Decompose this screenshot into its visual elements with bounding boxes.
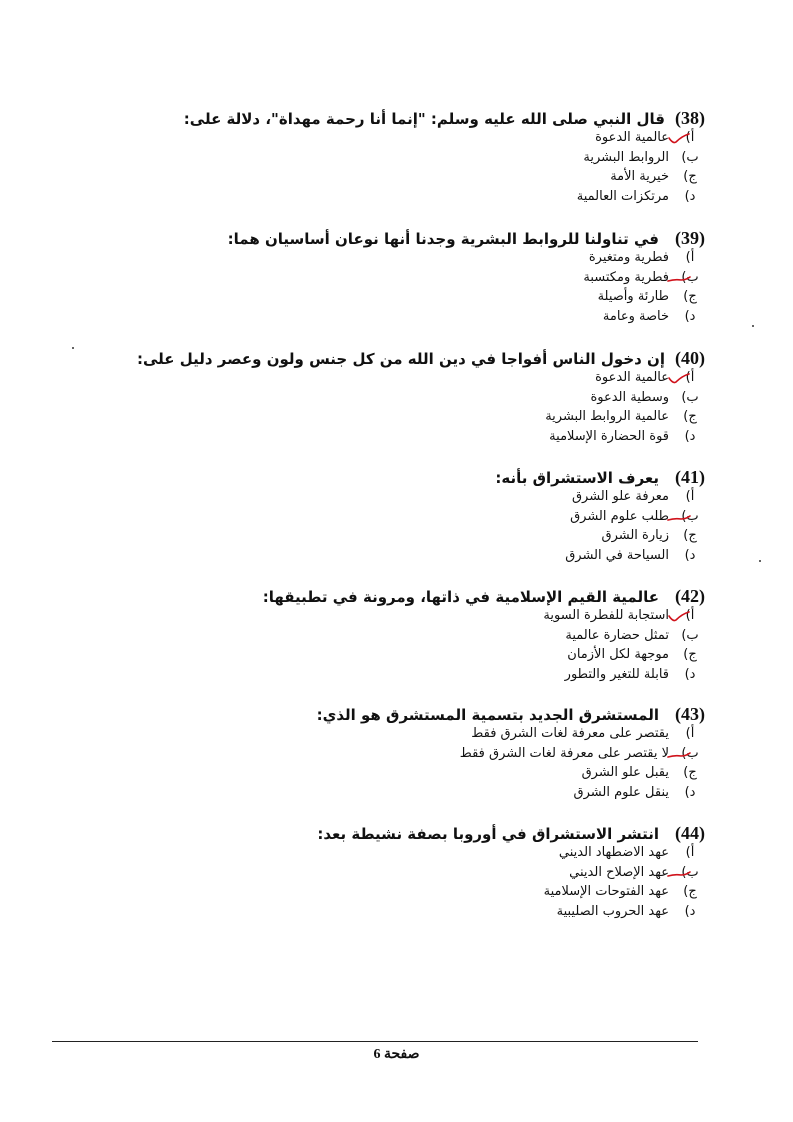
option-letter: د) xyxy=(684,188,696,204)
option-text: لا يقتصر على معرفة لغات الشرق فقط xyxy=(459,745,669,761)
answer-option[interactable] xyxy=(185,150,705,170)
option-text: معرفة علو الشرق xyxy=(571,489,669,504)
question-stem xyxy=(136,348,705,370)
option-text: خاصة وعامة xyxy=(602,308,669,324)
question-block xyxy=(136,348,705,448)
answer-option[interactable] xyxy=(185,390,705,410)
answer-option[interactable] xyxy=(185,647,705,667)
answer-option[interactable] xyxy=(185,884,705,904)
question-stem xyxy=(185,586,705,608)
answer-option[interactable] xyxy=(185,169,705,189)
answer-options xyxy=(185,130,705,208)
option-letter: ب) xyxy=(681,745,699,761)
answer-option[interactable] xyxy=(185,189,705,209)
option-letter: أ) xyxy=(685,130,695,145)
option-text: خيرية الأمة xyxy=(610,169,669,184)
question-stem xyxy=(185,467,705,489)
option-text: موجهة لكل الأزمان xyxy=(567,647,669,662)
option-letter: أ) xyxy=(685,726,695,741)
question-block xyxy=(185,108,705,208)
option-text: عهد الفتوحات الإسلامية xyxy=(543,884,669,899)
option-letter: ج) xyxy=(683,289,697,304)
answer-option[interactable] xyxy=(185,746,705,766)
option-text: زيارة الشرق xyxy=(601,528,669,543)
option-text: استجابة للفطرة السوية xyxy=(543,608,669,623)
answer-option[interactable] xyxy=(185,309,705,329)
option-letter: د) xyxy=(684,428,696,444)
option-text: ينقل علوم الشرق xyxy=(573,784,669,800)
option-text: عهد الاضطهاد الديني xyxy=(558,845,669,860)
answer-option[interactable] xyxy=(185,865,705,885)
question-text: المستشرق الجديد بتسمية المستشرق هو الذي: xyxy=(316,706,659,724)
question-number: (44) xyxy=(675,823,705,843)
option-letter: أ) xyxy=(685,250,695,265)
answer-option[interactable] xyxy=(185,548,705,568)
option-text: تمثل حضارة عالمية xyxy=(565,627,669,643)
question-text: قال النبي صلى الله عليه وسلم: "إنما أنا رحمة مهداة"، دلالة على: xyxy=(183,110,665,128)
option-text: وسطية الدعوة xyxy=(590,389,669,405)
question-number: (41) xyxy=(675,467,705,487)
answer-option[interactable] xyxy=(185,528,705,548)
option-letter: ب) xyxy=(681,269,699,285)
answer-option[interactable] xyxy=(185,509,705,529)
question-number: (42) xyxy=(675,586,705,606)
question-number: (39) xyxy=(675,228,705,248)
question-text: إن دخول الناس أفواجا في دين الله من كل جنس ولون وعصر دليل على: xyxy=(136,350,665,368)
question-number: (38) xyxy=(675,108,705,128)
question-text: انتشر الاستشراق في أوروبا بصفة نشيطة بعد: xyxy=(317,825,659,843)
question-text: في تناولنا للروابط البشرية وجدنا أنها نوعان أساسيان هما: xyxy=(227,230,659,248)
option-letter: ب) xyxy=(681,508,699,524)
option-letter: د) xyxy=(684,547,696,563)
option-letter: ج) xyxy=(683,765,697,780)
answer-option[interactable] xyxy=(185,429,705,449)
answer-option[interactable] xyxy=(185,489,705,509)
answer-options xyxy=(185,370,705,448)
option-text: فطرية ومكتسبة xyxy=(583,269,669,285)
answer-option[interactable] xyxy=(185,726,705,746)
option-letter: د) xyxy=(684,903,696,919)
question-stem xyxy=(185,823,705,845)
scan-speck xyxy=(759,560,761,562)
option-letter: أ) xyxy=(685,370,695,385)
scan-speck xyxy=(72,347,74,349)
question-block xyxy=(185,586,705,686)
answer-option[interactable] xyxy=(185,130,705,150)
answer-option[interactable] xyxy=(185,250,705,270)
option-text: يقبل علو الشرق xyxy=(581,765,669,780)
question-block xyxy=(185,467,705,567)
answer-options xyxy=(185,489,705,567)
option-letter: د) xyxy=(684,308,696,324)
option-text: السياحة في الشرق xyxy=(565,547,669,563)
option-letter: ج) xyxy=(683,409,697,424)
option-text: قوة الحضارة الإسلامية xyxy=(549,428,669,444)
question-block xyxy=(185,228,705,328)
option-text: عالمية الدعوة xyxy=(595,130,669,145)
option-text: قابلة للتغير والتطور xyxy=(564,666,669,682)
option-letter: ج) xyxy=(683,647,697,662)
question-block xyxy=(185,823,705,923)
question-number: (43) xyxy=(675,704,705,724)
answer-option[interactable] xyxy=(185,785,705,805)
question-stem xyxy=(185,704,705,726)
question-text: يعرف الاستشراق بأنه: xyxy=(495,469,659,487)
answer-option[interactable] xyxy=(185,289,705,309)
option-letter: أ) xyxy=(685,489,695,504)
option-letter: ب) xyxy=(681,149,699,165)
answer-option[interactable] xyxy=(185,765,705,785)
footer-divider xyxy=(52,1041,698,1042)
option-letter: د) xyxy=(684,666,696,682)
answer-option[interactable] xyxy=(185,845,705,865)
answer-option[interactable] xyxy=(185,628,705,648)
answer-option[interactable] xyxy=(185,608,705,628)
option-letter: د) xyxy=(684,784,696,800)
answer-options xyxy=(185,250,705,328)
answer-option[interactable] xyxy=(185,270,705,290)
option-text: عالمية الروابط البشرية xyxy=(545,409,669,424)
answer-option[interactable] xyxy=(185,904,705,924)
question-stem xyxy=(185,108,705,130)
option-letter: أ) xyxy=(685,845,695,860)
option-letter: أ) xyxy=(685,608,695,623)
question-block xyxy=(185,704,705,804)
option-text: عهد الإصلاح الديني xyxy=(569,864,669,880)
question-stem xyxy=(185,228,705,250)
option-text: الروابط البشرية xyxy=(583,149,669,165)
answer-option[interactable] xyxy=(185,370,705,390)
option-text: طارئة وأصيلة xyxy=(597,289,669,304)
answer-options xyxy=(185,726,705,804)
option-text: عالمية الدعوة xyxy=(595,370,669,385)
scan-speck xyxy=(752,325,754,327)
option-text: مرتكزات العالمية xyxy=(576,188,669,204)
option-letter: ب) xyxy=(681,389,699,405)
answer-options xyxy=(185,845,705,923)
option-letter: ج) xyxy=(683,884,697,899)
option-text: طلب علوم الشرق xyxy=(570,508,669,524)
option-text: فطرية ومتغيرة xyxy=(588,250,669,265)
answer-option[interactable] xyxy=(185,409,705,429)
option-text: عهد الحروب الصليبية xyxy=(556,903,669,919)
question-number: (40) xyxy=(675,348,705,368)
option-letter: ج) xyxy=(683,528,697,543)
answer-options xyxy=(185,608,705,686)
option-text: يقتصر على معرفة لغات الشرق فقط xyxy=(471,726,669,741)
page-number: صفحة 6 xyxy=(373,1047,420,1062)
question-text: عالمية القيم الإسلامية في ذاتها، ومرونة في تطبيقها: xyxy=(262,588,659,606)
option-letter: ب) xyxy=(681,627,699,643)
answer-option[interactable] xyxy=(185,667,705,687)
option-letter: ب) xyxy=(681,864,699,880)
option-letter: ج) xyxy=(683,169,697,184)
